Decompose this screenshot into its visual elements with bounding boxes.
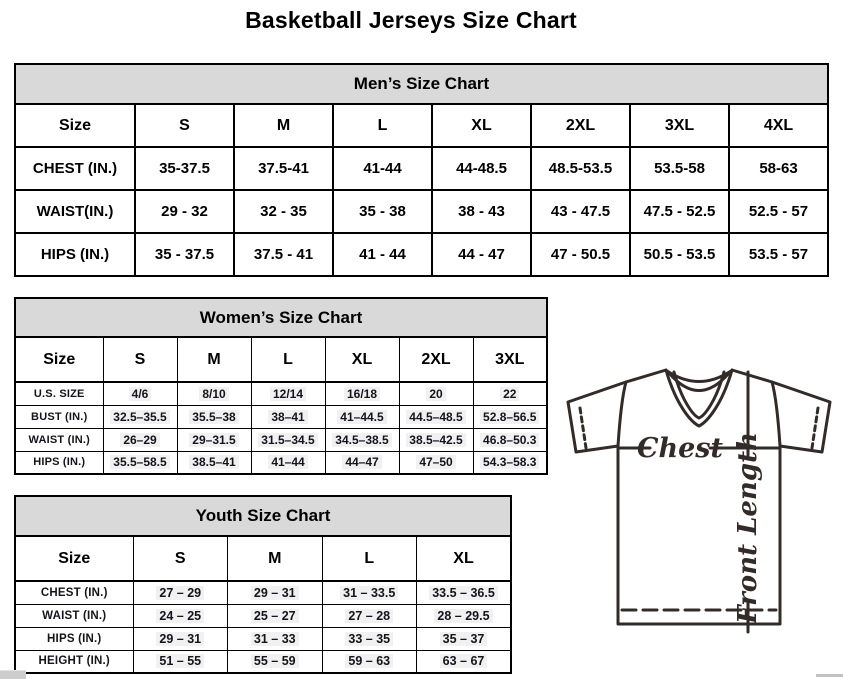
row-label: HIPS (IN.) xyxy=(15,627,133,650)
table-row xyxy=(15,382,547,405)
table-caption: Women’s Size Chart xyxy=(15,298,547,337)
row-label: WAIST(IN.) xyxy=(15,190,135,233)
table-cell: 38.5–42.5 xyxy=(399,428,473,451)
table-cell: 47 - 50.5 xyxy=(531,233,630,276)
table-cell: 38–41 xyxy=(251,405,325,428)
row-label: HIPS (IN.) xyxy=(15,233,135,276)
armhole-seam-right xyxy=(772,382,780,446)
table-cell: 51 – 55 xyxy=(133,650,228,673)
table-cell: 44-48.5 xyxy=(432,147,531,190)
table-cell: 50.5 - 53.5 xyxy=(630,233,729,276)
table-cell: 55 – 59 xyxy=(228,650,323,673)
column-header-size: Size xyxy=(15,337,103,382)
table-cell: 48.5-53.5 xyxy=(531,147,630,190)
table-caption: Men’s Size Chart xyxy=(15,64,828,104)
table-caption: Youth Size Chart xyxy=(15,496,511,536)
mens-size-chart xyxy=(14,63,829,277)
column-header: 4XL xyxy=(729,104,828,147)
table-cell: 47–50 xyxy=(399,451,473,474)
table-cell: 38 - 43 xyxy=(432,190,531,233)
table-cell: 24 – 25 xyxy=(133,604,228,627)
table-cell: 29–31.5 xyxy=(177,428,251,451)
cuff-dashed-left xyxy=(580,408,586,448)
womens-size-table xyxy=(14,297,548,475)
table-cell: 28 – 29.5 xyxy=(417,604,512,627)
table-row xyxy=(15,428,547,451)
table-cell: 34.5–38.5 xyxy=(325,428,399,451)
armhole-seam-left xyxy=(618,382,626,446)
table-cell: 46.8–50.3 xyxy=(473,428,547,451)
table-cell: 4/6 xyxy=(103,382,177,405)
table-cell: 31 – 33 xyxy=(228,627,323,650)
table-cell: 44 - 47 xyxy=(432,233,531,276)
table-cell: 33.5 – 36.5 xyxy=(417,581,512,604)
jersey-measurement-diagram xyxy=(556,360,843,679)
column-header: 2XL xyxy=(531,104,630,147)
table-cell: 52.8–56.5 xyxy=(473,405,547,428)
table-cell: 37.5 - 41 xyxy=(234,233,333,276)
table-cell: 27 – 29 xyxy=(133,581,228,604)
table-cell: 12/14 xyxy=(251,382,325,405)
table-cell: 35 - 37.5 xyxy=(135,233,234,276)
column-header: M xyxy=(234,104,333,147)
chest-label: Chest xyxy=(637,433,723,464)
row-label: WAIST (IN.) xyxy=(15,428,103,451)
row-label: BUST (IN.) xyxy=(15,405,103,428)
table-row xyxy=(15,650,511,673)
table-row xyxy=(15,451,547,474)
table-cell: 44.5–48.5 xyxy=(399,405,473,428)
table-cell: 59 – 63 xyxy=(322,650,417,673)
youth-size-chart xyxy=(14,495,512,674)
page-title: Basketball Jerseys Size Chart xyxy=(245,7,577,33)
table-cell: 41–44 xyxy=(251,451,325,474)
table-cell: 27 – 28 xyxy=(322,604,417,627)
table-row xyxy=(15,604,511,627)
front-length-label: Front Length xyxy=(733,432,763,624)
column-header-size: Size xyxy=(15,104,135,147)
table-cell: 8/10 xyxy=(177,382,251,405)
table-cell: 20 xyxy=(399,382,473,405)
horizontal-scrollbar-fragment-right[interactable] xyxy=(816,674,843,677)
table-cell: 35-37.5 xyxy=(135,147,234,190)
row-label: HIPS (IN.) xyxy=(15,451,103,474)
table-cell: 63 – 67 xyxy=(417,650,512,673)
column-header-size: Size xyxy=(15,536,133,581)
column-header: 3XL xyxy=(473,337,547,382)
table-cell: 35.5–58.5 xyxy=(103,451,177,474)
table-cell: 53.5-58 xyxy=(630,147,729,190)
column-header: 3XL xyxy=(630,104,729,147)
column-header: S xyxy=(103,337,177,382)
column-header: L xyxy=(333,104,432,147)
table-cell: 47.5 - 52.5 xyxy=(630,190,729,233)
table-cell: 33 – 35 xyxy=(322,627,417,650)
column-header: L xyxy=(322,536,417,581)
cuff-dashed-right xyxy=(812,408,818,448)
table-row xyxy=(15,233,828,276)
table-cell: 38.5–41 xyxy=(177,451,251,474)
column-header: 2XL xyxy=(399,337,473,382)
table-row xyxy=(15,581,511,604)
column-header: XL xyxy=(325,337,399,382)
table-row xyxy=(15,147,828,190)
table-cell: 31 – 33.5 xyxy=(322,581,417,604)
row-label: CHEST (IN.) xyxy=(15,581,133,604)
column-header: XL xyxy=(417,536,512,581)
table-cell: 44–47 xyxy=(325,451,399,474)
column-header: M xyxy=(228,536,323,581)
row-label: U.S. SIZE xyxy=(15,382,103,405)
table-cell: 41–44.5 xyxy=(325,405,399,428)
table-cell: 35 - 38 xyxy=(333,190,432,233)
table-cell: 29 - 32 xyxy=(135,190,234,233)
table-cell: 16/18 xyxy=(325,382,399,405)
table-cell: 32.5–35.5 xyxy=(103,405,177,428)
youth-size-table xyxy=(14,495,512,674)
table-cell: 41 - 44 xyxy=(333,233,432,276)
table-cell: 31.5–34.5 xyxy=(251,428,325,451)
column-header: S xyxy=(133,536,228,581)
row-label: CHEST (IN.) xyxy=(15,147,135,190)
table-cell: 26–29 xyxy=(103,428,177,451)
table-cell: 53.5 - 57 xyxy=(729,233,828,276)
table-cell: 32 - 35 xyxy=(234,190,333,233)
table-cell: 25 – 27 xyxy=(228,604,323,627)
table-cell: 58-63 xyxy=(729,147,828,190)
table-cell: 35.5–38 xyxy=(177,405,251,428)
table-cell: 29 – 31 xyxy=(133,627,228,650)
table-cell: 29 – 31 xyxy=(228,581,323,604)
womens-size-chart xyxy=(14,297,548,475)
table-cell: 52.5 - 57 xyxy=(729,190,828,233)
row-label: WAIST (IN.) xyxy=(15,604,133,627)
table-cell: 54.3–58.3 xyxy=(473,451,547,474)
table-cell: 22 xyxy=(473,382,547,405)
column-header: XL xyxy=(432,104,531,147)
mens-size-table xyxy=(14,63,829,277)
table-cell: 41-44 xyxy=(333,147,432,190)
table-cell: 43 - 47.5 xyxy=(531,190,630,233)
table-row xyxy=(15,190,828,233)
table-cell: 35 – 37 xyxy=(417,627,512,650)
table-row xyxy=(15,405,547,428)
table-row xyxy=(15,627,511,650)
jersey-outline xyxy=(568,370,830,624)
column-header: S xyxy=(135,104,234,147)
row-label: HEIGHT (IN.) xyxy=(15,650,133,673)
column-header: L xyxy=(251,337,325,382)
column-header: M xyxy=(177,337,251,382)
table-cell: 37.5-41 xyxy=(234,147,333,190)
horizontal-scrollbar-fragment-left[interactable] xyxy=(0,670,26,679)
